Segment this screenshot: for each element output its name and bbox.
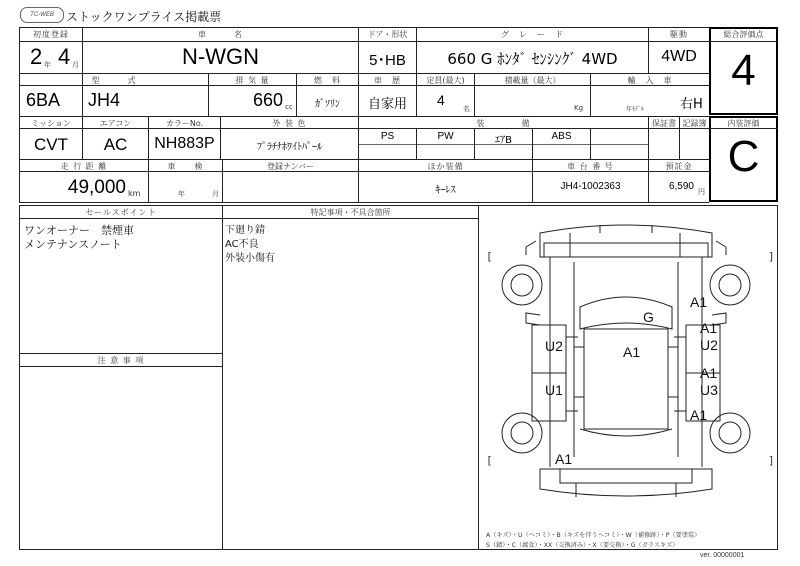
label-a1-center: A1 [623,344,641,360]
year-model-label: 年ﾓﾃﾞﾙ [626,106,645,113]
hdr-deposit: 預託金 [665,162,693,171]
hdr-mileage: 走 行 距 離 [60,162,108,171]
label-u2-left: U2 [545,338,563,354]
color-no: NH883P [154,135,215,152]
hdr-inspection: 車 検 [167,162,204,171]
reg-year-unit: 年 [44,61,51,69]
hdr-sales-point: セールスポイント [85,208,157,217]
car-name: N-WGN [182,44,259,69]
equip-abs: ABS [551,131,572,142]
reg-month-unit: 月 [72,61,79,69]
mission: CVT [34,135,68,154]
hdr-load: 積載量（最大） [504,76,561,85]
hdr-grade: グ レ ー ド [501,30,564,39]
hdr-drive: 駆動 [670,30,688,39]
hdr-door-shape: ドア・形状 [367,30,408,39]
logo: TC-WEB [20,7,64,23]
label-a1-rear-right: A1 [690,407,708,423]
label-a1-front-right: A1 [690,294,708,310]
other-equip: ｷｰﾚｽ [435,185,456,196]
door-shape: 5･HB [369,52,406,69]
capacity-unit: 名 [463,105,470,113]
hdr-interior-score: 内装評価 [727,119,760,128]
hdr-displacement: 排 気 量 [235,76,270,85]
insp-year-unit: 年 [178,190,185,198]
mileage: 49,000 [67,177,126,198]
mileage-unit: km [128,189,141,198]
equip-airbag: ｴｱB [495,135,512,146]
model-prefix: 6BA [26,90,61,110]
equip-pw: PW [437,131,454,142]
insp-month-unit: 月 [212,190,219,198]
hdr-fuel: 燃 料 [314,76,341,85]
label-u3-right: U3 [700,382,718,398]
hdr-import: 輸 入 車 [627,76,673,85]
bracket-bl: [ [486,454,493,467]
sales-point-1: ワンオーナー 禁煙車 [24,224,134,237]
note-2: AC不良 [225,239,259,250]
hdr-aircon: エアコン [99,119,132,128]
label-a1-right-mid: A1 [700,320,718,336]
ext-color: ﾌﾟﾗﾁﾅﾎﾜｲﾄﾊﾟｰﾙ [257,142,322,153]
hdr-first-reg: 初度登録 [33,30,69,39]
equip-ps: PS [380,131,395,142]
hdr-color-no: カラーNo. [165,119,204,128]
label-g: G [643,309,654,325]
aircon: AC [103,135,128,154]
hdr-car-name: 車 名 [198,30,243,39]
chassis-no: JH4-1002363 [560,181,621,192]
hdr-reg-number: 登録ナンバー [266,162,315,171]
hdr-other-equip: ほか装備 [427,162,464,171]
bracket-br: ] [768,454,775,467]
hdr-notes: 特記事項・不具合箇所 [310,208,391,217]
note-3: 外装小傷有 [225,253,275,264]
hdr-ext-color: 外 装 色 [272,119,307,128]
grade: 660 G ﾎﾝﾀﾞ ｾﾝｼﾝｸﾞ 4WD [447,50,618,68]
hdr-caution: 注 意 事 項 [97,356,145,365]
legend-line-2: S（錆）・C（腐食）・XX（交換済み）・X（要交換）・G（ガラスキズ） [486,542,679,549]
load-unit: Kg [574,104,584,112]
vehicle-history: 自家用 [367,97,407,112]
hdr-equipment: 装 備 [476,119,531,128]
label-u2-right: U2 [700,337,718,353]
hdr-chassis-no: 車 台 番 号 [567,162,614,171]
hdr-mission: ミッション [31,119,71,128]
hdr-capacity: 定員(最大) [426,76,465,85]
label-a1-rear-left: A1 [555,451,573,467]
hdr-record: 記録簿 [682,119,707,128]
bracket-tr: ] [768,250,775,263]
label-u1-left: U1 [545,382,563,398]
displacement-unit: cc [285,103,293,111]
deposit: 6,590 [668,181,694,192]
reg-year: 2 [30,44,43,69]
deposit-unit: 円 [698,188,705,196]
note-1: 下廻り錆 [225,225,265,236]
handle: 右H [680,97,703,112]
model: JH4 [88,90,121,110]
capacity: 4 [437,92,445,108]
label-a1-right-low: A1 [700,365,718,381]
hdr-model: 型 式 [91,76,137,85]
legend-line-1: A（キズ）・U（ヘコミ）・B（キズを伴うヘコミ）・W（補修跡）・P（要塗装） [486,532,701,539]
version: ver. 00000001 [700,552,745,559]
interior-score: C [727,132,760,181]
displacement: 660 [252,90,283,110]
sheet-title: ストックワンプライス掲載票 [66,10,222,24]
drive: 4WD [661,48,697,65]
bracket-tl: [ [486,250,493,263]
hdr-history: 車 歴 [374,76,401,85]
overall-score: 4 [731,46,756,95]
fuel: ｶﾞｿﾘﾝ [315,99,340,110]
reg-month: 4 [58,44,71,69]
hdr-overall-score: 総合評価点 [723,30,764,39]
car-damage-diagram [480,207,776,527]
sales-point-2: メンテナンスノート [24,238,122,251]
hdr-warranty: 保証書 [652,119,676,128]
